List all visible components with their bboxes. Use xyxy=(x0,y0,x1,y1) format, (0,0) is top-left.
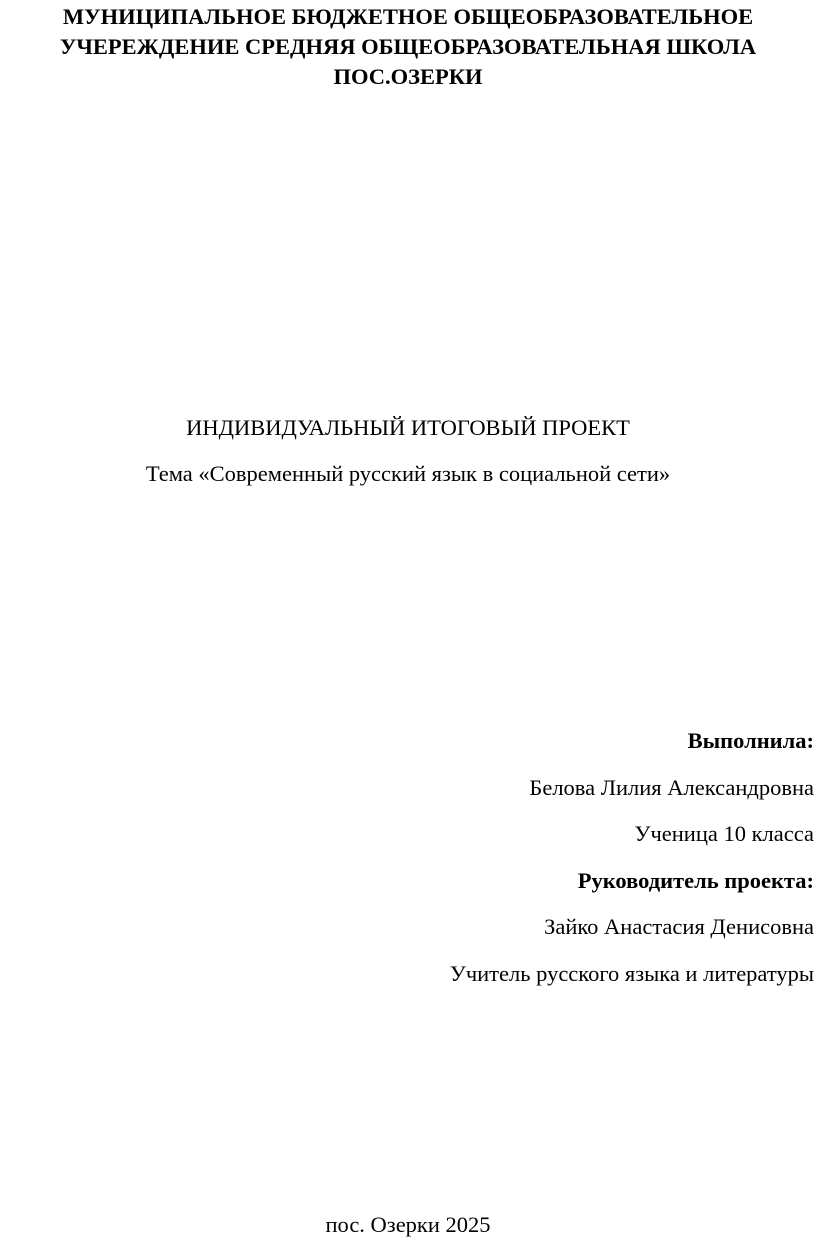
supervisor-role: Учитель русского языка и литературы xyxy=(449,960,814,986)
institution-line-2: УЧЕРЕЖДЕНИЕ СРЕДНЯЯ ОБЩЕОБРАЗОВАТЕЛЬНАЯ ШКОЛА xyxy=(59,34,757,59)
supervisor-label: Руководитель проекта: xyxy=(577,867,814,893)
place-and-year: пос. Озерки 2025 xyxy=(325,1212,491,1237)
student-role: Ученица 10 класса xyxy=(634,821,814,846)
project-topic: Тема «Современный русский язык в социальной сети» xyxy=(145,461,671,486)
institution-header xyxy=(20,2,796,92)
signature-block xyxy=(450,726,814,1005)
supervisor-name: Зайко Анастасия Денисовна xyxy=(544,914,814,939)
institution-line-3: ПОС.ОЗЕРКИ xyxy=(333,64,483,89)
project-type-heading: ИНДИВИДУАЛЬНЫЙ ИТОГОВЫЙ ПРОЕКТ xyxy=(186,415,630,440)
institution-line-1: МУНИЦИПАЛЬНОЕ БЮДЖЕТНОЕ ОБЩЕОБРАЗОВАТЕЛЬНОЕ xyxy=(62,4,754,29)
project-title-block xyxy=(0,413,816,489)
performed-by-label: Выполнила: xyxy=(687,728,814,753)
student-name: Белова Лилия Александровна xyxy=(529,774,814,800)
